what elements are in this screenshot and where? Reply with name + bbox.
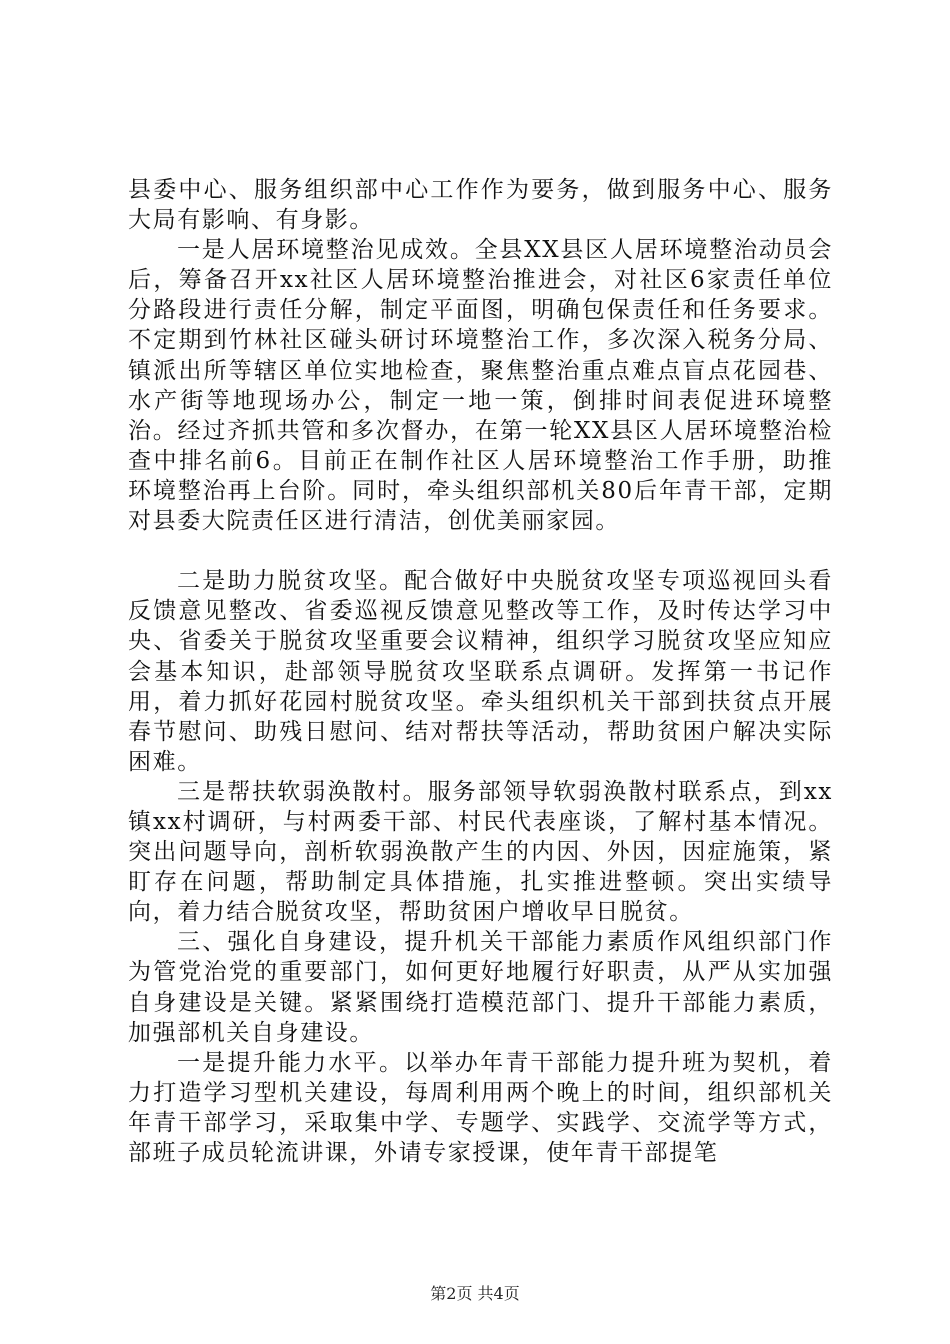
paragraph-continuation: 县委中心、服务组织部中心工作作为要务，做到服务中心、服务大局有影响、有身影。 — [128, 177, 833, 234]
paragraph-spacer — [128, 536, 833, 566]
paragraph-capability: 一是提升能力水平。以举办年青干部能力提升班为契机，着力打造学习型机关建设，每周利用两个晚上的时间，组织部机关年青干部学习，采取集中学、专题学、实践学、交流学等方式，部班子成员轮流讲课，外请专家授课，使年青干部提笔 — [128, 1049, 833, 1166]
paragraph-poverty: 二是助力脱贫攻坚。配合做好中央脱贫攻坚专项巡视回头看反馈意见整改、省委巡视反馈意见整改等工作，及时传达学习中央、省委关于脱贫攻坚重要会议精神，组织学习脱贫攻坚应知应会基本知识，赴部领导脱贫攻坚联系点调研。发挥第一书记作用，着力抓好花园村脱贫攻坚。牵头组织机关干部到扶贫点开展春节慰问、助残日慰问、结对帮扶等活动，帮助贫困户解决实际困难。 — [128, 568, 833, 775]
paragraph-weak-villages: 三是帮扶软弱涣散村。服务部领导软弱涣散村联系点，到xx镇xx村调研，与村两委干部、村民代表座谈，了解村基本情况。突出问题导向，剖析软弱涣散产生的内因、外因，因症施策，紧盯存在问题，帮助制定具体措施，扎实推进整顿。突出实绩导向，着力结合脱贫攻坚，帮助贫困户增收早日脱贫。 — [128, 778, 833, 926]
paragraph-self-building: 三、强化自身建设，提升机关干部能力素质作风组织部门作为管党治党的重要部门，如何更好地履行好职责，从严从实加强自身建设是关键。紧紧围绕打造模范部门、提升干部能力素质，加强部机关自身建设。 — [128, 929, 833, 1046]
page-number-footer: 第2页 共4页 — [430, 1284, 520, 1303]
document-body — [128, 175, 833, 1168]
paragraph-environment: 一是人居环境整治见成效。全县XX县区人居环境整治动员会后，筹备召开xx社区人居环境整治推进会，对社区6家责任单位分路段进行责任分解，制定平面图，明确包保责任和任务要求。不定期到竹林社区碰头研讨环境整治工作，多次深入税务分局、镇派出所等辖区单位实地检查，聚焦整治重点难点盲点花园巷、水产街等地现场办公，制定一地一策，倒排时间表促进环境整治。经过齐抓共管和多次督办，在第一轮XX县区人居环境整治检查中排名前6。目前正在制作社区人居环境整治工作手册，助推环境整治再上台阶。同时，牵头组织部机关80后年青干部，定期对县委大院责任区进行清洁，创优美丽家园。 — [128, 237, 833, 535]
